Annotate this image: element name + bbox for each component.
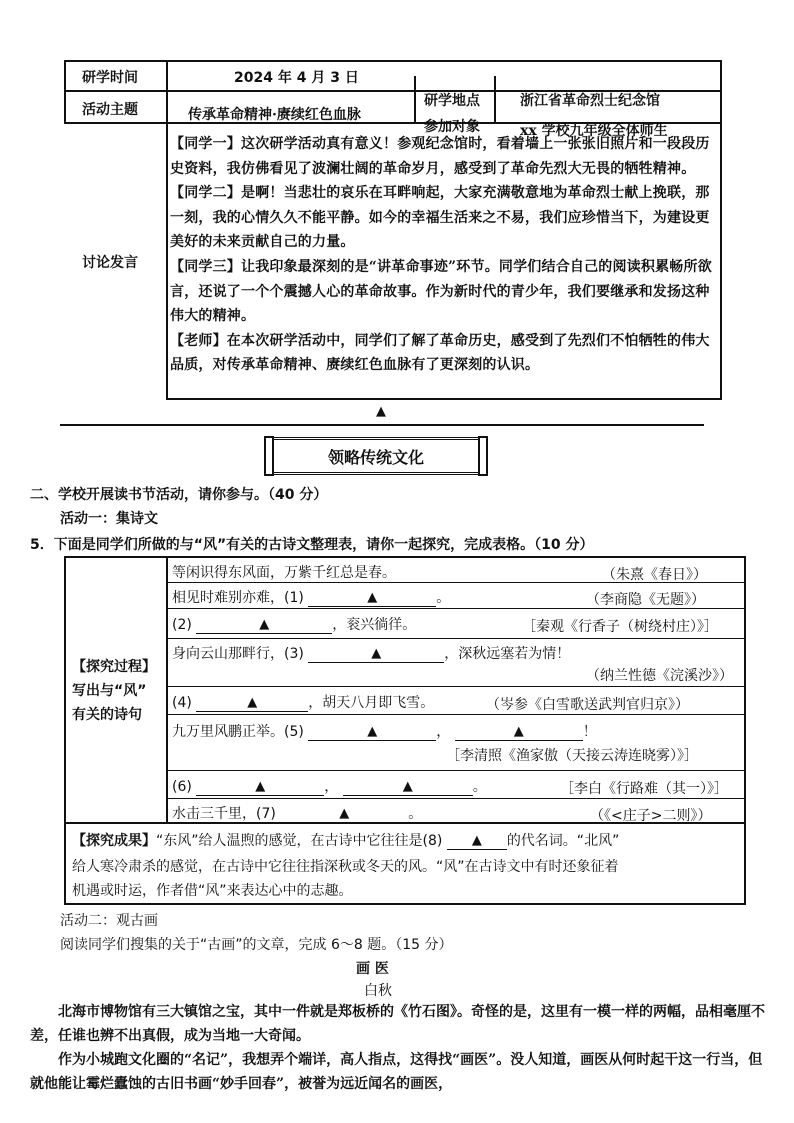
answer-blank-5a[interactable]: ▲ [308,724,436,741]
answer-blank-6b[interactable]: ▲ [343,779,473,796]
place-value: 浙江省革命烈士纪念馆 [520,93,660,109]
process-desc-1: 写出与“风” [72,683,147,699]
answer-blank-8[interactable]: ▲ [447,833,507,850]
article-body [30,1000,765,1096]
answer-blank-3[interactable]: ▲ [308,646,444,663]
answer-blank-4[interactable]: ▲ [196,695,308,712]
poem-source-7: ［李白《行路难（其一）》］ [560,781,728,797]
divider-marker: ▲ [376,404,386,419]
discussion-student-2: 【同学二】是啊！当悲壮的哀乐在耳畔响起，大家充满敬意地为革命烈士献上挽联，那一刻，我的心情久久不能平静。如今的幸福生活来之不易，我们应珍惜当下，为建设更美好的未来贡献自己的力量。 [170,185,710,251]
result-line-3: 机遇或时运，作者借“风”来表达心中的志趣。 [72,883,353,899]
poem-row-3: (2) ▲ ，衮兴徜徉。 [172,617,417,633]
answer-blank-1[interactable]: ▲ [308,590,436,607]
article-title: 画 医 [356,961,389,977]
place-label: 研学地点 [424,93,480,109]
poem-row-2: 相见时难别亦难，(1) ▲ 。 [172,590,451,606]
activity2-title: 活动二：观古画 [60,913,158,929]
process-label: 【探究过程】 [72,659,156,675]
answer-blank-5b[interactable]: ▲ [455,724,583,741]
poem-row-5: (4) ▲ ，胡天八月即飞雪。 [172,695,435,711]
q5-title: 5．下面是同学们所做的与“风”有关的古诗文整理表，请你一起探究，完成表格。（10 分） [30,537,594,553]
poem-row-1: 等闲识得东风面，万紫千红总是春。 [172,565,396,581]
poem-source-2: （李商隐《无题》） [586,592,705,608]
article-author: 白秋 [364,983,392,999]
time-label: 研学时间 [82,70,138,86]
answer-blank-7[interactable]: ▲ [280,806,408,823]
poem-row-8: 水击三千里，(7) ▲ 。 [172,806,423,822]
theme-value: 传承革命精神·赓续红色血脉 [188,107,361,123]
banner-title-text: 领略传统文化 [327,447,424,467]
discussion-student-3: 【同学三】让我印象最深刻的是“讲革命事迹”环节。同学们结合自己的阅读积累畅所欲言，还说了一个个震撼人心的革命故事。作为新时代的青少年，我们要继承和发扬这种伟大的精神。 [170,258,712,325]
poem-source-8: （《<庄子>二则》） [590,808,712,824]
time-value: 2024 年 4 月 3 日 [234,70,359,86]
poem-source-1: （朱熹《春日》） [602,567,707,583]
answer-blank-6a[interactable]: ▲ [196,779,324,796]
activity2-instruction: 阅读同学们搜集的关于“古画”的文章，完成 6～8 题。（15 分） [60,937,453,953]
participants-value: xx 学校九年级全体师生 [520,123,668,139]
poem-row-6: 九万里风鹏正举。(5) ▲ ， ▲ ！ [172,724,597,740]
poem-source-4: （纳兰性德《浣溪沙》） [586,668,733,684]
poem-row-4: 身向云山那畔行，(3) ▲ ，深秋远塞若为情！ [172,646,571,662]
process-desc-2: 有关的诗句 [72,707,142,723]
theme-label: 活动主题 [82,102,138,118]
result-line-2: 给人寒冷肃杀的感觉，在古诗中它往往指深秋或冬天的风。“风”在古诗文中有时还象征着 [72,859,619,875]
discussion-teacher: 【老师】在本次研学活动中，同学们了解了革命历史，感受到了先烈们不怕牺牲的伟大品质，对传承革命精神、赓续红色血脉有了更深刻的认识。 [170,332,710,374]
discussion-student-1: 【同学一】这次研学活动真有意义！参观纪念馆时，看着墙上一张张旧照片和一段段历史资料，我仿佛看见了波澜壮阔的革命岁月，感受到了革命先烈大无畏的牺牲精神。 [170,136,710,177]
discussion-text [170,132,718,378]
poem-source-3: ［秦观《行香子（树绕村庄）》］ [522,619,718,635]
answer-blank-2[interactable]: ▲ [196,617,332,634]
banner-title [270,437,482,475]
poem-row-7: (6) ▲ ， ▲ 。 [172,779,487,795]
section2-title: 二、学校开展读书节活动，请你参与。（40 分） [30,487,328,503]
section-divider [60,424,704,426]
participants-label: 参加对象 [424,119,480,135]
poem-source-5: （岑参《白雪歌送武判官归京》） [486,697,689,713]
poem-source-6: ［李清照《渔家傲（天接云涛连晓雾）》］ [446,748,698,764]
result-line-1: 【探究成果】“东风”给人温煦的感觉，在古诗中它往往是(8) ▲ 的代名词。“北风” [72,833,620,849]
article-paragraph-2: 作为小城跑文化圈的“名记”，我想弄个端详，高人指点，这得找“画医”。没人知道，画医从何时起干这一行当，但就他能让霉烂蠹蚀的古旧书画“妙手回春”，被誉为远近闻名的画医， [30,1052,763,1092]
activity1-title: 活动一：集诗文 [60,511,158,527]
discussion-label: 讨论发言 [82,255,138,271]
article-paragraph-1: 北海市博物馆有三大镇馆之宝，其中一件就是郑板桥的《竹石图》。奇怪的是，这里有一模一样的两幅，品相毫厘不差，任谁也辨不出真假，成为当地一大奇闻。 [30,1004,765,1044]
